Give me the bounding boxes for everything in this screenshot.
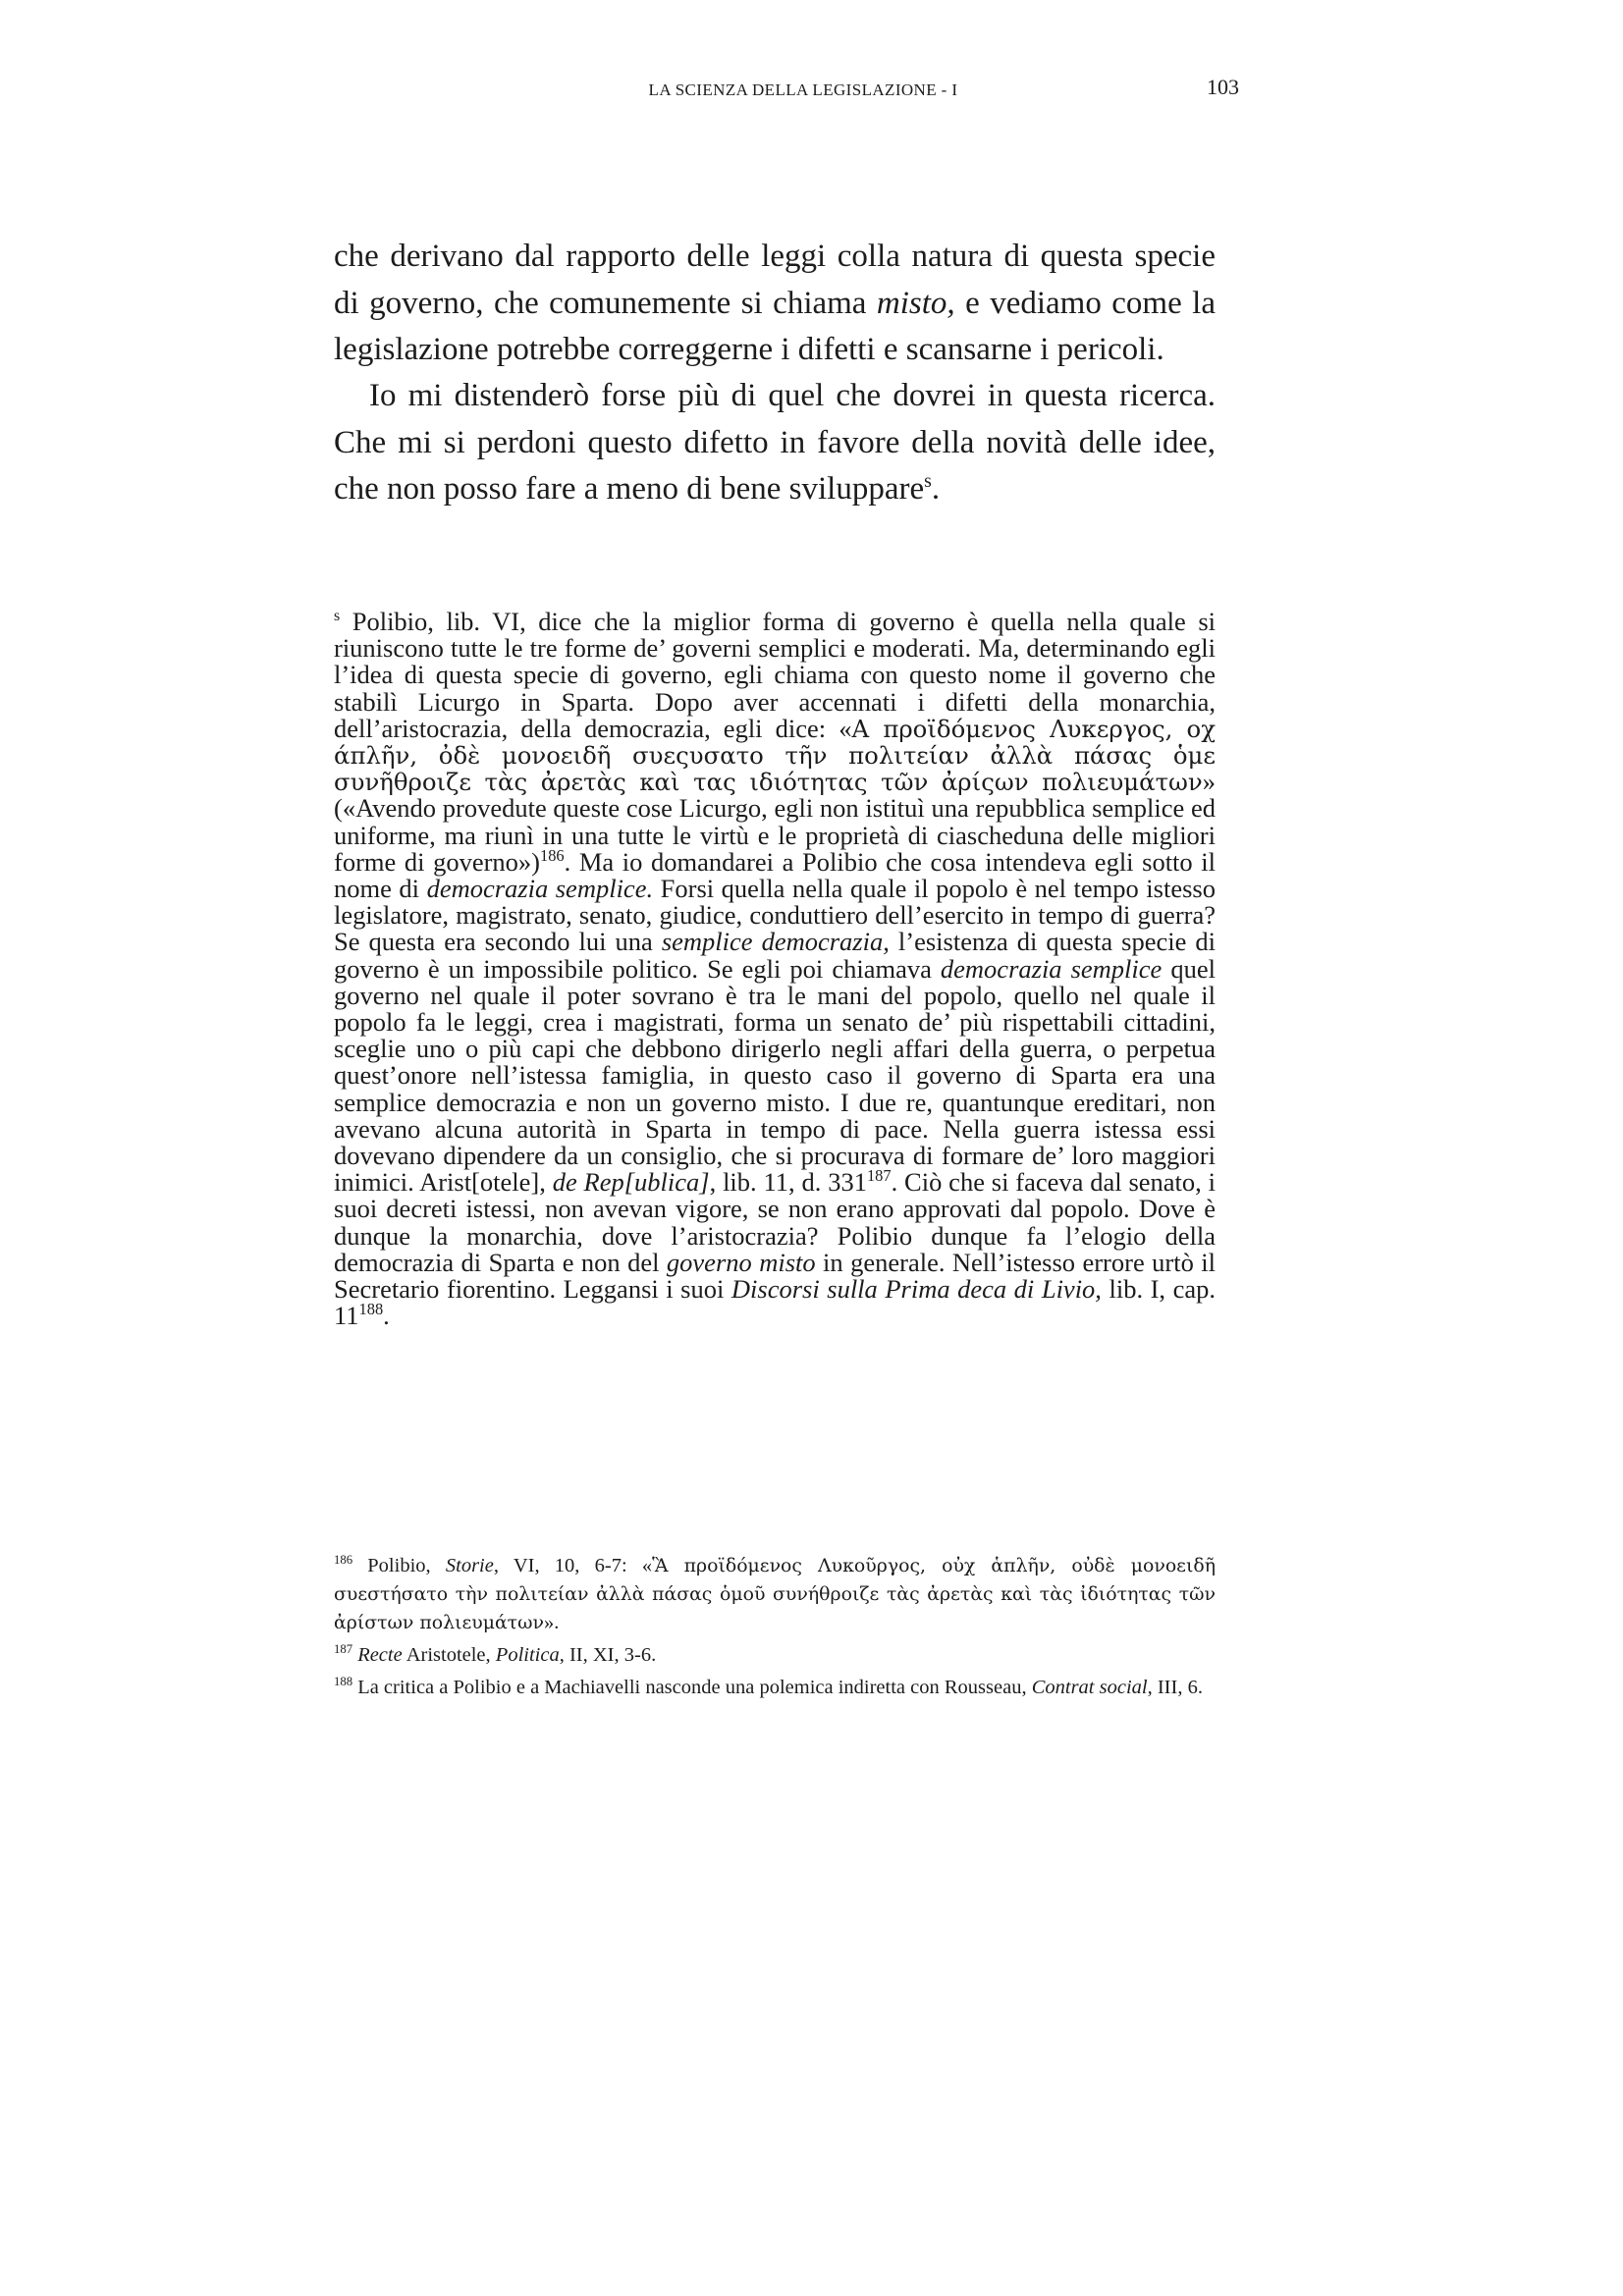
editor-note-italic: Storie — [445, 1555, 494, 1576]
running-head: LA SCIENZA DELLA LEGISLAZIONE - I — [648, 80, 958, 99]
italic-title: de Rep[ublica] — [552, 1167, 710, 1198]
footnote-mark-s: s — [924, 470, 932, 492]
author-footnote-s — [334, 609, 1216, 1329]
greek-quotation: Α προϊδόμενος Λυκεργος, οχ άπλῆν, ὀδὲ μονοειδῆ συεςυσατο τῆν πολιτείαν ἀλλὰ πάσας ὁμε συνῆθροιζε τὰς ἀρετὰς καὶ τας ιδιότητας τῶν ἀρίςων πολιευμάτων — [334, 714, 1216, 797]
editor-note-186 — [334, 1552, 1216, 1637]
editor-note-text: , VI, 10, 6-7: « — [493, 1555, 653, 1576]
para-2-end: . — [931, 471, 941, 507]
editor-greek-quotation: Ἃ προϊδόμενος Λυκοῦργος, οὐχ ἁπλῆν, οὐδὲ μονοειδῆ συεστήσατο τὴν πολιτείαν ἀλλὰ πάσας ὁμοῦ συνήθροιζε τὰς ἀρετὰς καὶ τὰς ἰδιότητας τῶν ἀρίστων πολιευμάτων — [334, 1555, 1216, 1633]
author-note-text: Polibio, lib. VI, dice che la miglior forma di governo è quella nella quale si riuniscono tutte le tre forme de’ governi semplici e moderati. Ma, determinando egli l’idea di questa specie di governo, egli chiama con questo nome il governo che stabilì Licurgo in Sparta. Dopo aver accennati i difetti della monarchia, dell’aristocrazia, della democrazia, egli dice: « — [334, 607, 1216, 743]
author-note-text: lib. I, cap. 11 — [334, 1274, 1216, 1331]
author-note-text: . Ma io domandarei a Polibio che cosa intendeva egli sotto il nome di — [334, 846, 1216, 904]
editor-note-number: 186 — [334, 1553, 353, 1568]
italic-term: governo misto — [666, 1247, 816, 1277]
editor-note-text: , II, XI, 3-6. — [559, 1644, 657, 1666]
author-note-text: Forsi quella nella quale il popolo è nel tempo istesso legislatore, magistrato, senato, giudice, conduttiero dell’esercito in tempo di guerra? Se questa era secondo lui una — [334, 874, 1216, 957]
editor-footnotes — [334, 1552, 1216, 1706]
editor-note-number: 188 — [334, 1675, 353, 1689]
para-1-italic-misto: misto, — [876, 285, 955, 321]
italic-title: Discorsi sulla Prima deca di Livio, — [730, 1274, 1102, 1305]
italic-term: democrazia semplice — [940, 953, 1163, 984]
note-ref-187: 187 — [866, 1166, 892, 1186]
editor-note-text: ». — [543, 1612, 560, 1633]
note-ref-188: 188 — [358, 1300, 384, 1319]
italic-term: democrazia semplice. — [426, 874, 654, 904]
author-note-text: l’esistenza di questa specie di governo è un impossibile politico. Se egli poi chiamava — [334, 927, 1216, 984]
author-note-text: » («Avendo provedute queste cose Licurgo, egli non istituì una repubblica semplice ed uniforme, ma riunì in una tutte le virtù e le proprietà di ciascheduna delle migliori forme di governo») — [334, 767, 1216, 877]
author-note-text: quel governo nel quale il poter sovrano è tra le mani del popolo, quello nel quale il popolo fa le leggi, crea i magistrati, forma un senato de’ più rispettabili cittadini, sceglie uno o più capi che debbono dirigerlo negli affari della guerra, o perpetua quest’onore nell’istessa famiglia, in questo caso il governo di Sparta era una semplice democrazia e non un governo misto. I due re, quantunque ereditari, non avevano alcuna autorità in Sparta in tempo di pace. Nella guerra istessa essi dovevano dipendere da un consiglio, che si procurava di formare de’ loro maggiori inimici. Arist[otele], — [334, 953, 1216, 1198]
author-note-text: , lib. 11, d. 331 — [709, 1167, 867, 1198]
editor-note-text: , III, 6. — [1147, 1677, 1203, 1698]
editor-note-number: 187 — [334, 1642, 353, 1657]
page-header — [334, 75, 1255, 104]
editor-note-187 — [334, 1641, 1216, 1670]
editor-note-italic: Recte — [357, 1644, 403, 1666]
editor-note-text: Aristotele, — [402, 1644, 496, 1666]
editor-note-italic: Politica — [495, 1644, 560, 1666]
editor-note-italic: Contrat social — [1031, 1677, 1148, 1698]
author-note-mark: s — [334, 608, 341, 625]
editor-note-188 — [334, 1674, 1216, 1702]
editor-note-text: La critica a Polibio e a Machiavelli nasconde una polemica indiretta con Rousseau, — [352, 1677, 1032, 1698]
editor-note-text: Polibio, — [352, 1555, 446, 1576]
body-paragraph-2 — [334, 373, 1216, 513]
note-ref-186: 186 — [539, 846, 565, 865]
author-note-text: . — [383, 1301, 390, 1331]
author-note-text: in generale. Nell’istesso errore urtò il Secretario fiorentino. Leggansi i suoi — [334, 1247, 1216, 1305]
body-paragraph-1 — [334, 234, 1216, 374]
para-2-text: Io mi distenderò forse più di quel che dovrei in questa ricerca. Che mi si perdoni questo difetto in favore della novità delle idee, che non posso fare a meno di bene sviluppare — [334, 378, 1216, 507]
para-1-text-a: che derivano dal rapporto delle leggi colla natura di questa specie di governo, che comunemente si chiama — [334, 239, 1216, 321]
author-note-text: . Ciò che si faceva dal senato, i suoi decreti istessi, non avevan vigore, se non erano approvati dal popolo. Dove è dunque la monarchia, dove l’aristocrazia? Polibio dunque fa l’elogio della democrazia di Sparta e non del — [334, 1167, 1216, 1277]
page-number: 103 — [1207, 75, 1239, 99]
para-1-text-b: e vediamo come la legislazione potrebbe correggerne i difetti e scansarne i pericoli. — [334, 285, 1217, 367]
italic-term: semplice democrazia, — [661, 927, 890, 957]
